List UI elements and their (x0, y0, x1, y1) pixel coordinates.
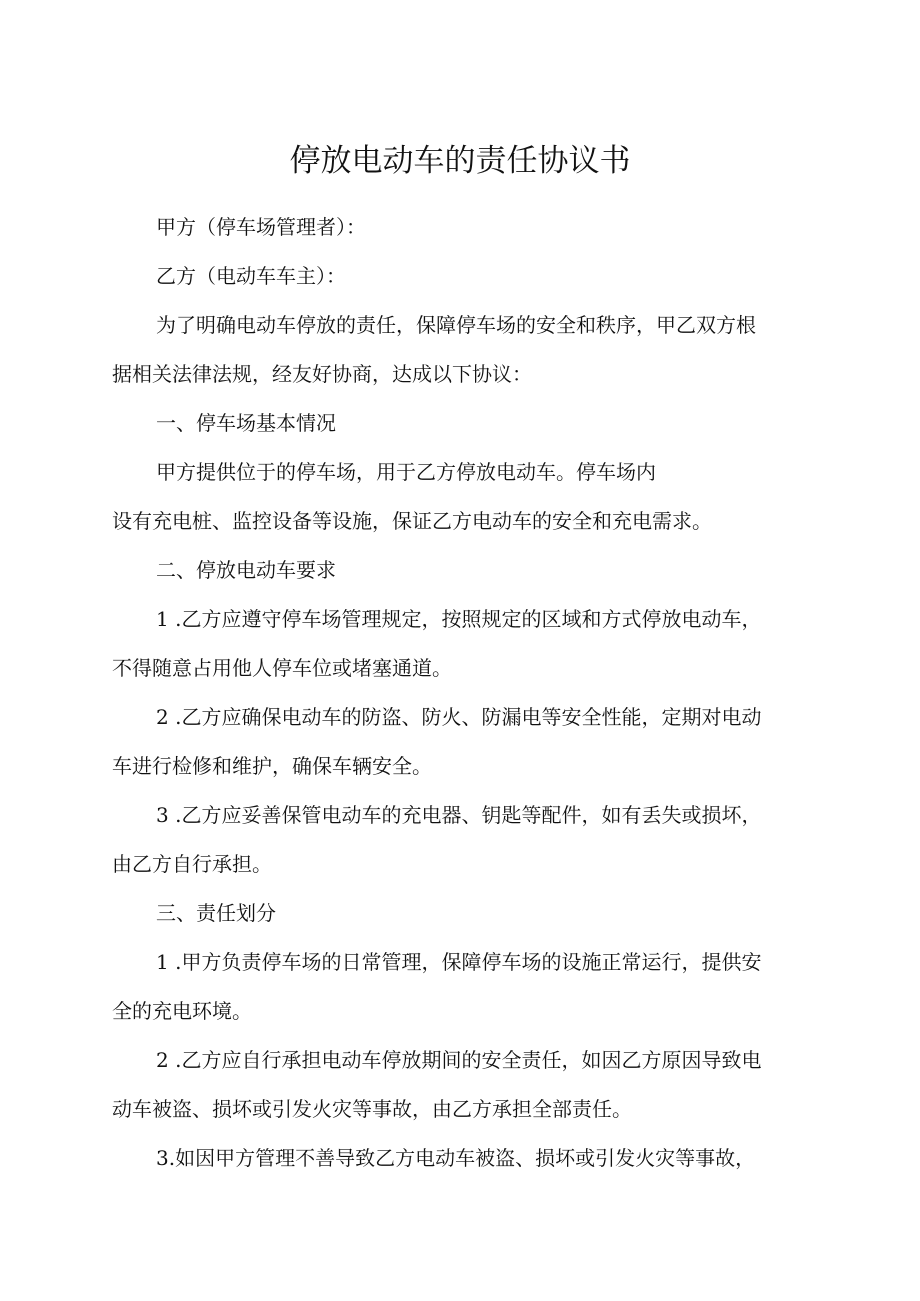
document-body (112, 203, 808, 1183)
section-2-item-2-line-2: 车进行检修和维护，确保车辆安全。 (112, 754, 432, 778)
party-b-line: 乙方（电动车车主）： (156, 264, 346, 288)
section-3-item-3-line-1: 3.如因甲方管理不善导致乙方电动车被盗、损坏或引发火灾等事故， (156, 1146, 756, 1170)
section-heading-3: 三、责任划分 (156, 901, 276, 925)
section-2-item-1-line-1: 1 .乙方应遵守停车场管理规定，按照规定的区域和方式停放电动车， (156, 607, 762, 631)
party-a-line: 甲方（停车场管理者）： (156, 215, 366, 239)
section-2-item-3-line-1: 3 .乙方应妥善保管电动车的充电器、钥匙等配件，如有丢失或损坏， (156, 803, 762, 827)
preamble-line-1: 为了明确电动车停放的责任，保障停车场的安全和秩序，甲乙双方根 (156, 313, 756, 337)
document-title: 停放电动车的责任协议书 (289, 142, 631, 179)
section-3-item-1-line-1: 1 .甲方负责停车场的日常管理，保障停车场的设施正常运行，提供安 (156, 950, 762, 974)
section-2-item-1-line-2: 不得随意占用他人停车位或堵塞通道。 (112, 656, 452, 680)
section-3-item-1-line-2: 全的充电环境。 (112, 999, 252, 1023)
section-3-item-2-line-2: 动车被盗、损坏或引发火灾等事故，由乙方承担全部责任。 (112, 1097, 632, 1121)
section-1-line-1: 甲方提供位于的停车场，用于乙方停放电动车。停车场内 (156, 460, 656, 484)
section-2-item-3-line-2: 由乙方自行承担。 (112, 852, 272, 876)
section-3-item-2-line-1: 2 .乙方应自行承担电动车停放期间的安全责任，如因乙方原因导致电 (156, 1048, 762, 1072)
section-heading-1: 一、停车场基本情况 (156, 411, 336, 435)
section-2-item-2-line-1: 2 .乙方应确保电动车的防盗、防火、防漏电等安全性能，定期对电动 (156, 705, 762, 729)
preamble-line-2: 据相关法律法规，经友好协商，达成以下协议： (112, 362, 532, 386)
section-1-line-2: 设有充电桩、监控设备等设施，保证乙方电动车的安全和充电需求。 (112, 509, 712, 533)
section-heading-2: 二、停放电动车要求 (156, 558, 336, 582)
